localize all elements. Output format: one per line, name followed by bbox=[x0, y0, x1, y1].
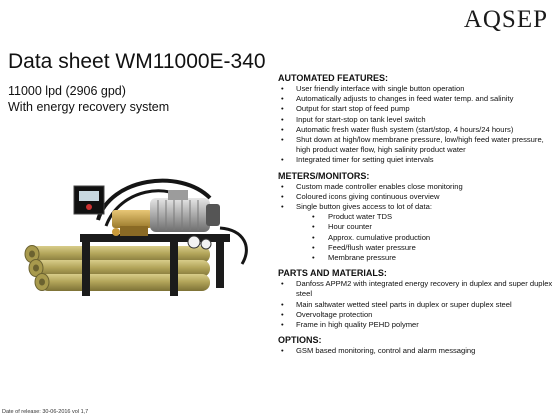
list-item: • Main saltwater wetted steel parts in duplex or super duplex steel bbox=[278, 300, 556, 310]
list-item: • Integrated timer for setting quiet intervals bbox=[278, 155, 556, 165]
list-item: • Frame in high quality PEHD polymer bbox=[278, 320, 556, 330]
list-item: • Overvoltage protection bbox=[278, 310, 556, 320]
list-item: • Danfoss APPM2 with integrated energy recovery in duplex and super duplex steel bbox=[278, 279, 556, 299]
list-subitem: • Product water TDS bbox=[278, 212, 556, 222]
page-title: Data sheet WM11000E-340 bbox=[8, 50, 266, 73]
watermaker-machine-image bbox=[20, 168, 264, 300]
list-item: • User friendly interface with single button operation bbox=[278, 84, 556, 94]
automated-features-list bbox=[278, 84, 556, 166]
list-item: • Coloured icons giving continuous overview bbox=[278, 192, 556, 202]
meters-monitors-heading: METERS/MONITORS: bbox=[278, 170, 370, 181]
list-subitem: • Approx. cumulative production bbox=[278, 233, 556, 243]
monitor-data-sublist bbox=[278, 212, 556, 263]
options-heading: OPTIONS: bbox=[278, 335, 322, 346]
energy-recovery-text: With energy recovery system bbox=[8, 100, 170, 114]
options-list bbox=[278, 346, 556, 356]
list-item: • Shut down at high/low membrane pressure, low/high feed water pressure, high product water flow, high salinity product water bbox=[278, 135, 556, 155]
list-item: • Single button gives access to lot of data: bbox=[278, 202, 556, 212]
list-item: • Input for start-stop on tank level switch bbox=[278, 115, 556, 125]
list-subitem: • Feed/flush water pressure bbox=[278, 243, 556, 253]
list-item: • Custom made controller enables close monitoring bbox=[278, 182, 556, 192]
list-subitem: • Hour counter bbox=[278, 222, 556, 232]
company-logo: AQSEP bbox=[463, 6, 548, 33]
specifications-panel bbox=[278, 72, 556, 356]
list-item: • GSM based monitoring, control and alarm messaging bbox=[278, 346, 556, 356]
parts-materials-heading: PARTS AND MATERIALS: bbox=[278, 268, 387, 279]
parts-materials-list bbox=[278, 279, 556, 330]
automated-features-heading: AUTOMATED FEATURES: bbox=[278, 73, 388, 83]
list-item: • Automatic fresh water flush system (start/stop, 4 hours/24 hours) bbox=[278, 125, 556, 135]
list-item: • Automatically adjusts to changes in feed water temp. and salinity bbox=[278, 94, 556, 104]
capacity-text: 11000 lpd (2906 gpd) bbox=[8, 84, 126, 98]
meters-monitors-list bbox=[278, 182, 556, 213]
release-date-footer: Date of release: 30-06-2016 vol 1,7 bbox=[2, 409, 89, 415]
product-subtitle bbox=[8, 83, 169, 115]
list-subitem: • Membrane pressure bbox=[278, 253, 556, 263]
list-item: • Output for start stop of feed pump bbox=[278, 104, 556, 114]
